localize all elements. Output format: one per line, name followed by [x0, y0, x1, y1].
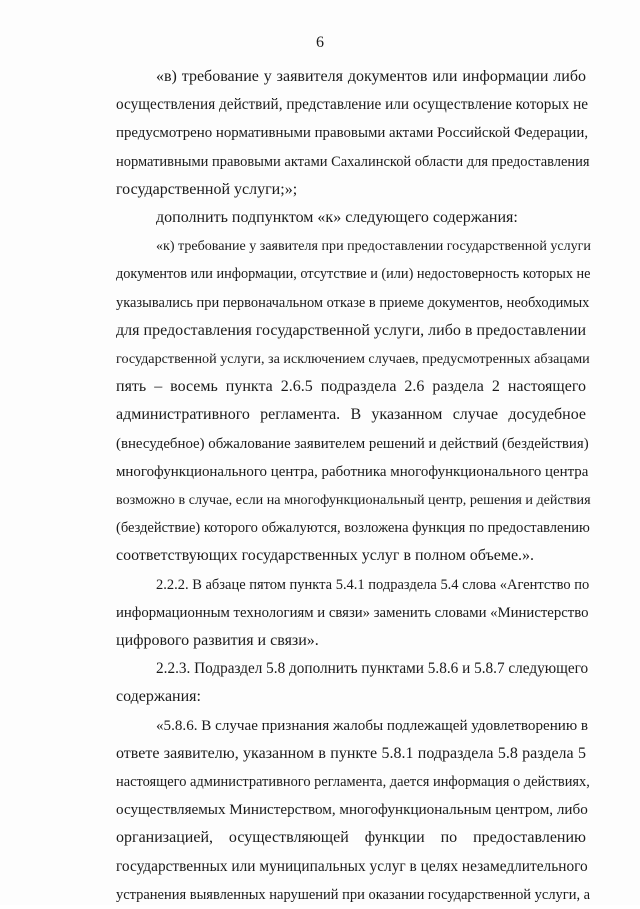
- paragraph: [76, 63, 590, 204]
- paragraph: [76, 655, 589, 711]
- text-line: устранения выявленных нарушений при оказании государственной услуги, а: [116, 886, 591, 903]
- text-line: «в) требование у заявителя документов или информации либо: [156, 68, 586, 85]
- paragraph: [76, 204, 586, 232]
- text-line: 2.2.3. Подраздел 5.8 дополнить пунктами 5.8.6 и 5.8.7 следующего: [156, 660, 589, 678]
- text-line: организацией, осуществляющей функции по предоставлению: [116, 829, 586, 847]
- text-line: осуществляемых Министерством, многофункциональным центром, либо: [116, 802, 588, 819]
- text-line: информационным технологиям и связи» заменить словами «Министерство: [116, 604, 589, 621]
- text-line: содержания:: [116, 688, 201, 706]
- text-line: административного регламента. В указанном случае досудебное: [116, 406, 586, 424]
- paragraph: [76, 712, 591, 909]
- text-line: нормативными правовыми актами Сахалинской области для предоставления: [116, 153, 590, 170]
- text-line: государственной услуги;»;: [116, 180, 298, 198]
- text-line: (внесудебное) обжалование заявителем решений и действий (бездействия): [116, 435, 589, 452]
- text-line: осуществления действий, представление или осуществление которых не: [116, 96, 589, 114]
- text-line: настоящего административного регламента, дается информация о действиях,: [116, 774, 590, 791]
- page-number: 6: [316, 34, 324, 51]
- text-line: соответствующих государственных услуг в полном объеме.».: [116, 547, 535, 565]
- text-line: документов или информации, отсутствие и (или) недостоверность которых не: [116, 266, 591, 283]
- paragraph: [76, 232, 591, 570]
- text-line: пять – восемь пункта 2.6.5 подраздела 2.6 раздела 2 настоящего: [116, 378, 586, 396]
- text-line: многофункционального центра, работника многофункционального центра: [116, 463, 589, 480]
- text-line: возможно в случае, если на многофункциональный центр, решения и действия: [116, 492, 591, 509]
- text-line: предусмотрено нормативными правовыми актами Российской Федерации,: [116, 125, 589, 142]
- text-line: 2.2.2. В абзаце пятом пункта 5.4.1 подраздела 5.4 слова «Агентство по: [156, 576, 590, 593]
- text-line: цифрового развития и связи».: [116, 632, 319, 650]
- text-line: дополнить подпунктом «к» следующего содержания:: [156, 209, 518, 227]
- text-line: государственных или муниципальных услуг в целях незамедлительного: [116, 857, 588, 875]
- text-line: «к) требование у заявителя при предоставлении государственной услуги: [156, 238, 591, 255]
- text-line: государственной услуги, за исключением случаев, предусмотренных абзацами: [116, 351, 590, 368]
- text-line: ответе заявителю, указанном в пункте 5.8.1 подраздела 5.8 раздела 5: [116, 744, 586, 762]
- text-line: указывались при первоначальном отказе в приеме документов, необходимых: [116, 294, 590, 311]
- text-line: (бездействие) которого обжалуются, возложена функция по предоставлению: [116, 520, 590, 537]
- document-body: [76, 63, 591, 909]
- text-line: «5.8.6. В случае признания жалобы подлежащей удовлетворению в: [156, 717, 589, 734]
- paragraph: [76, 571, 590, 656]
- text-line: для предоставления государственной услуги, либо в предоставлении: [116, 321, 586, 339]
